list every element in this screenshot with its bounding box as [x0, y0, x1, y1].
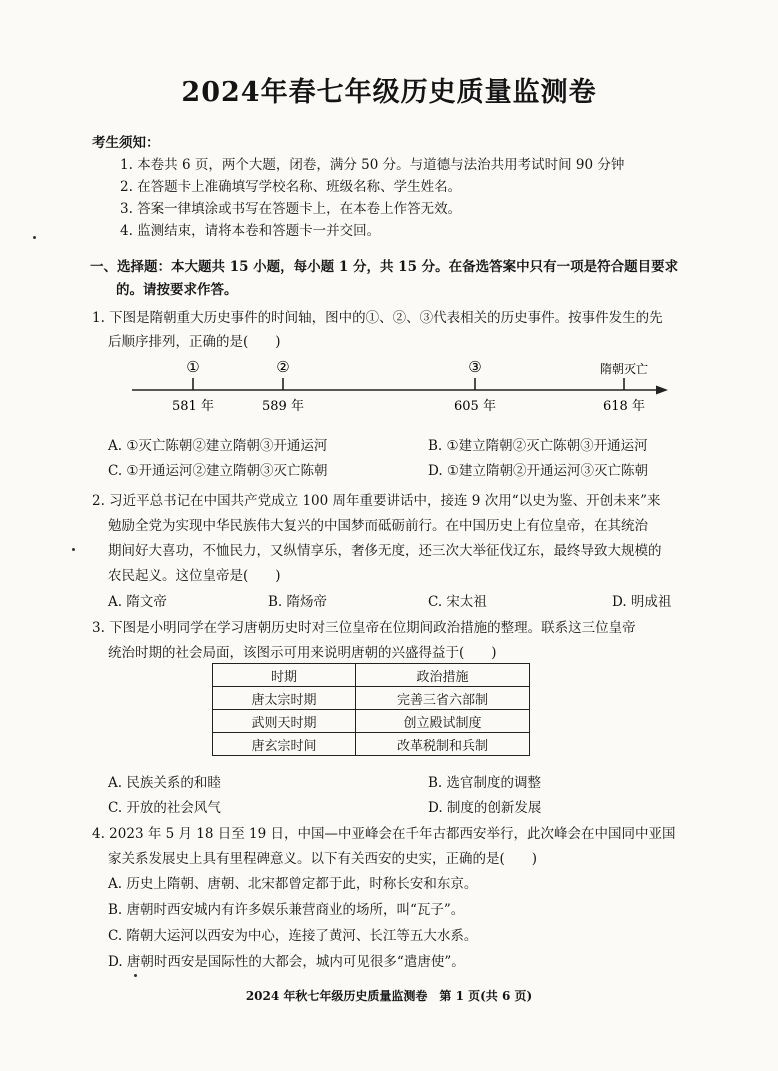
timeline-label-3: ③	[468, 358, 482, 376]
table-cell: 创立殿试制度	[356, 710, 530, 733]
q2-stem-line1: 2. 习近平总书记在中国共产党成立 100 周年重要讲话中，接连 9 次用“以史为鉴、开创未来”来	[92, 493, 661, 509]
q4-stem-line2: 家关系发展史上具有里程碑意义。以下有关西安的史实，正确的是( )	[108, 851, 538, 867]
q3-option-a: A. 民族关系的和睦	[108, 775, 221, 791]
q3-option-b: B. 选官制度的调整	[428, 775, 542, 791]
scan-speck	[72, 548, 75, 551]
q2-stem-line3: 期间好大喜功，不恤民力，又纵情享乐，奢侈无度，还三次大举征伐辽东，最终导致大规模的	[108, 543, 662, 559]
table-cell: 改革税制和兵制	[356, 733, 530, 756]
notice-item-3: 3. 答案一律填涂或书写在答题卡上，在本卷上作答无效。	[120, 201, 462, 217]
q3-option-d: D. 制度的创新发展	[428, 800, 542, 816]
policy-table	[212, 663, 530, 756]
q2-option-c: C. 宋太祖	[428, 594, 487, 610]
q4-stem-line1: 4. 2023 年 5 月 18 日至 19 日，中国—中亚峰会在千年古都西安举行，此次峰会在中国同中亚国	[92, 826, 676, 842]
table-cell: 武则天时期	[213, 710, 356, 733]
q1-option-d: D. ①建立隋朝②开通运河③灭亡陈朝	[428, 463, 649, 479]
timeline-diagram	[120, 350, 680, 425]
timeline-year-4: 618 年	[603, 399, 645, 414]
table-row	[213, 710, 530, 733]
q1-option-c: C. ①开通运河②建立隋朝③灭亡陈朝	[108, 463, 328, 479]
timeline-label-2: ②	[276, 358, 290, 376]
q2-stem-line4: 农民起义。这位皇帝是( )	[108, 568, 281, 584]
table-cell: 完善三省六部制	[356, 687, 530, 710]
q2-option-a: A. 隋文帝	[108, 594, 167, 610]
timeline-label-1: ①	[186, 358, 200, 376]
section-heading-line2: 的。请按要求作答。	[116, 282, 238, 298]
q1-option-b: B. ①建立隋朝②灭亡陈朝③开通运河	[428, 438, 648, 454]
page-footer: 2024 年秋七年级历史质量监测卷 第 1 页(共 6 页)	[245, 989, 533, 1003]
timeline-label-4: 隋朝灭亡	[599, 362, 649, 376]
notice-item-4: 4. 监测结束，请将本卷和答题卡一并交回。	[120, 223, 381, 239]
scan-speck	[33, 236, 36, 239]
q2-option-d: D. 明成祖	[612, 594, 672, 610]
q4-option-d: D. 唐朝时西安是国际性的大都会，城内可见很多“遣唐使”。	[108, 954, 465, 970]
notice-heading: 考生须知：	[92, 135, 160, 151]
timeline-arrow-icon	[656, 386, 668, 395]
table-cell: 唐太宗时期	[213, 687, 356, 710]
timeline-year-1: 581 年	[172, 399, 214, 414]
section-heading-line1: 一、选择题：本大题共 15 小题，每小题 1 分，共 15 分。在备选答案中只有一项是符合题目要求	[90, 259, 679, 275]
q4-option-b: B. 唐朝时西安城内有许多娱乐兼营商业的场所，叫“瓦子”。	[108, 902, 465, 918]
q2-option-b: B. 隋炀帝	[268, 594, 328, 610]
timeline-year-2: 589 年	[262, 399, 304, 414]
table-row	[213, 687, 530, 710]
q3-option-c: C. 开放的社会风气	[108, 800, 221, 816]
q2-stem-line2: 勉励全党为实现中华民族伟大复兴的中国梦而砥砺前行。在中国历史上有位皇帝，在其统治	[108, 518, 648, 534]
table-row	[213, 733, 530, 756]
scan-speck	[134, 974, 137, 977]
table-header-row	[213, 664, 530, 687]
q3-stem-line2: 统治时期的社会局面，该图示可用来说明唐朝的兴盛得益于( )	[108, 645, 497, 661]
table-header-measure: 政治措施	[356, 664, 530, 687]
q4-option-a: A. 历史上隋朝、唐朝、北宋都曾定都于此，时称长安和东京。	[108, 876, 478, 892]
q1-option-a: A. ①灭亡陈朝②建立隋朝③开通运河	[108, 438, 328, 454]
table-cell: 唐玄宗时间	[213, 733, 356, 756]
q1-stem-line1: 1. 下图是隋朝重大历史事件的时间轴，图中的①、②、③代表相关的历史事件。按事件发生的先	[92, 310, 663, 326]
q4-option-c: C. 隋朝大运河以西安为中心，连接了黄河、长江等五大水系。	[108, 928, 478, 944]
q1-stem-line2: 后顺序排列，正确的是( )	[108, 334, 281, 350]
table-header-period: 时期	[213, 664, 356, 687]
page-title: 2024年春七年级历史质量监测卷	[181, 77, 597, 108]
notice-item-2: 2. 在答题卡上准确填写学校名称、班级名称、学生姓名。	[120, 179, 462, 195]
notice-item-1: 1. 本卷共 6 页，两个大题，闭卷，满分 50 分。与道德与法治共用考试时间 90 分钟	[120, 157, 625, 173]
timeline-year-3: 605 年	[454, 399, 496, 414]
q3-stem-line1: 3. 下图是小明同学在学习唐朝历史时对三位皇帝在位期间政治措施的整理。联系这三位皇帝	[92, 620, 636, 636]
